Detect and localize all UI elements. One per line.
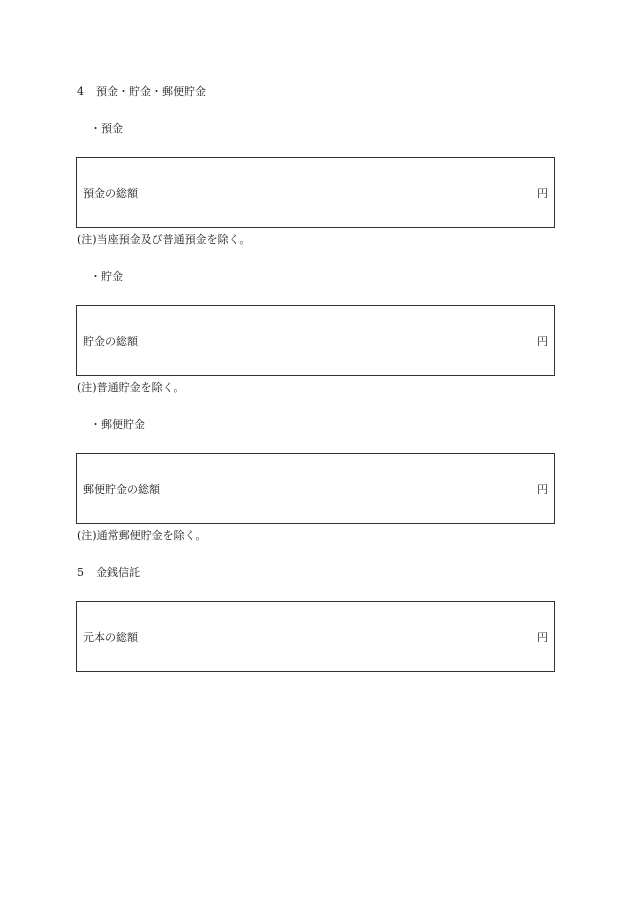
trust-principal-unit: 円	[537, 631, 548, 644]
section-4-title: 預金・貯金・郵便貯金	[96, 85, 206, 98]
postal-savings-total-box[interactable]	[76, 453, 555, 524]
postal-savings-note: (注)通常郵便貯金を除く。	[77, 529, 207, 542]
savings-total-label: 貯金の総額	[83, 335, 138, 348]
savings-note: (注)普通貯金を除く。	[77, 381, 185, 394]
postal-savings-subheading: ・郵便貯金	[90, 418, 145, 431]
section-5-heading	[77, 566, 140, 580]
trust-principal-label: 元本の総額	[83, 631, 138, 644]
savings-total-unit: 円	[537, 335, 548, 348]
savings-subheading: ・貯金	[90, 270, 123, 283]
trust-principal-box[interactable]	[76, 601, 555, 672]
section-5-title: 金銭信託	[96, 566, 140, 579]
deposit-note: (注)当座預金及び普通預金を除く。	[77, 233, 251, 246]
section-4-heading	[77, 85, 206, 99]
deposit-total-box[interactable]	[76, 157, 555, 228]
deposit-subheading: ・預金	[90, 122, 123, 135]
postal-savings-total-label: 郵便貯金の総額	[83, 483, 160, 496]
deposit-total-unit: 円	[537, 187, 548, 200]
postal-savings-total-unit: 円	[537, 483, 548, 496]
section-4-number: 4	[77, 85, 84, 98]
section-5-number: 5	[77, 566, 84, 579]
savings-total-box[interactable]	[76, 305, 555, 376]
deposit-total-label: 預金の総額	[83, 187, 138, 200]
